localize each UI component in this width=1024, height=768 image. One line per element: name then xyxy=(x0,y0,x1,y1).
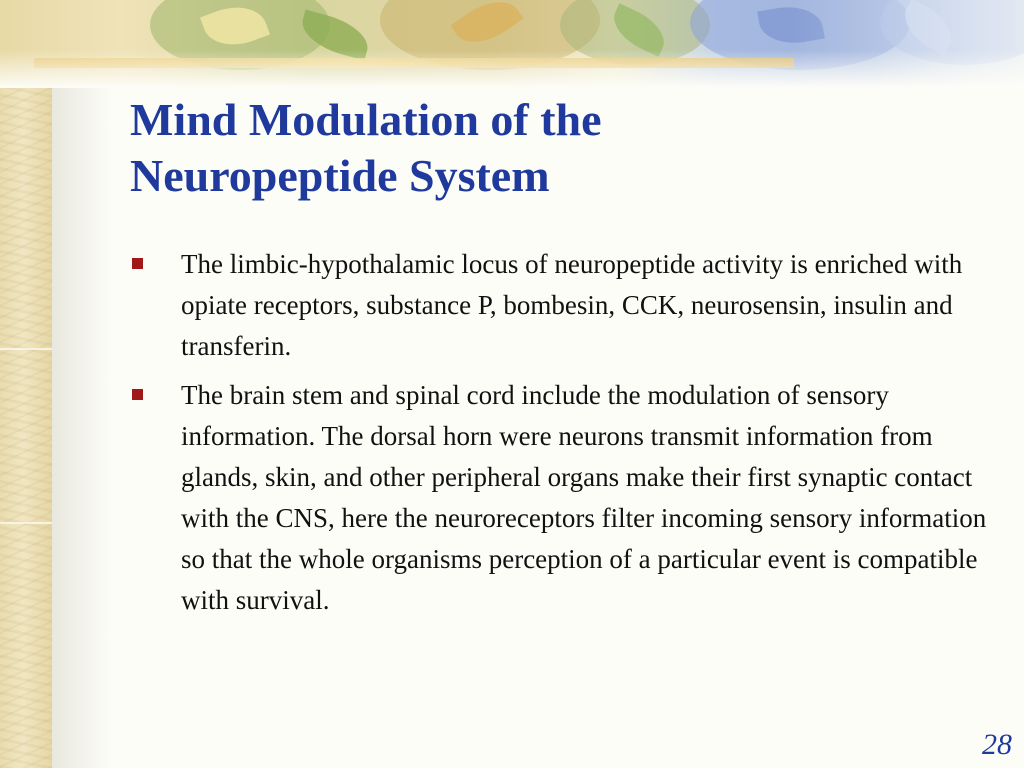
bullet-text: The brain stem and spinal cord include the modulation of sensory information. The dorsal horn were neurons transmit information from glands, skin, and other peripheral organs make their first synaptic contact with the CNS, here the neuroreceptors filter incoming sensory information so that the whole organisms perception of a particular event is compatible with survival. xyxy=(181,380,987,615)
left-decorative-strip xyxy=(0,0,52,768)
slide-title-line-2: Neuropeptide System xyxy=(130,150,550,201)
bullet-item xyxy=(130,244,990,367)
slide-number: 28 xyxy=(982,728,1012,761)
left-shadow-fade xyxy=(52,0,112,768)
bullet-item xyxy=(130,375,990,621)
bullet-text: The limbic-hypothalamic locus of neuropeptide activity is enriched with opiate receptors, substance P, bombesin, CCK, neurosensin, insulin and transferin. xyxy=(181,249,963,361)
square-bullet-icon xyxy=(132,389,143,400)
slide-title xyxy=(130,92,950,204)
square-bullet-icon xyxy=(132,258,143,269)
slide-title-line-1: Mind Modulation of the xyxy=(130,94,602,145)
top-decorative-banner xyxy=(0,0,1024,88)
bullet-list xyxy=(130,244,990,629)
